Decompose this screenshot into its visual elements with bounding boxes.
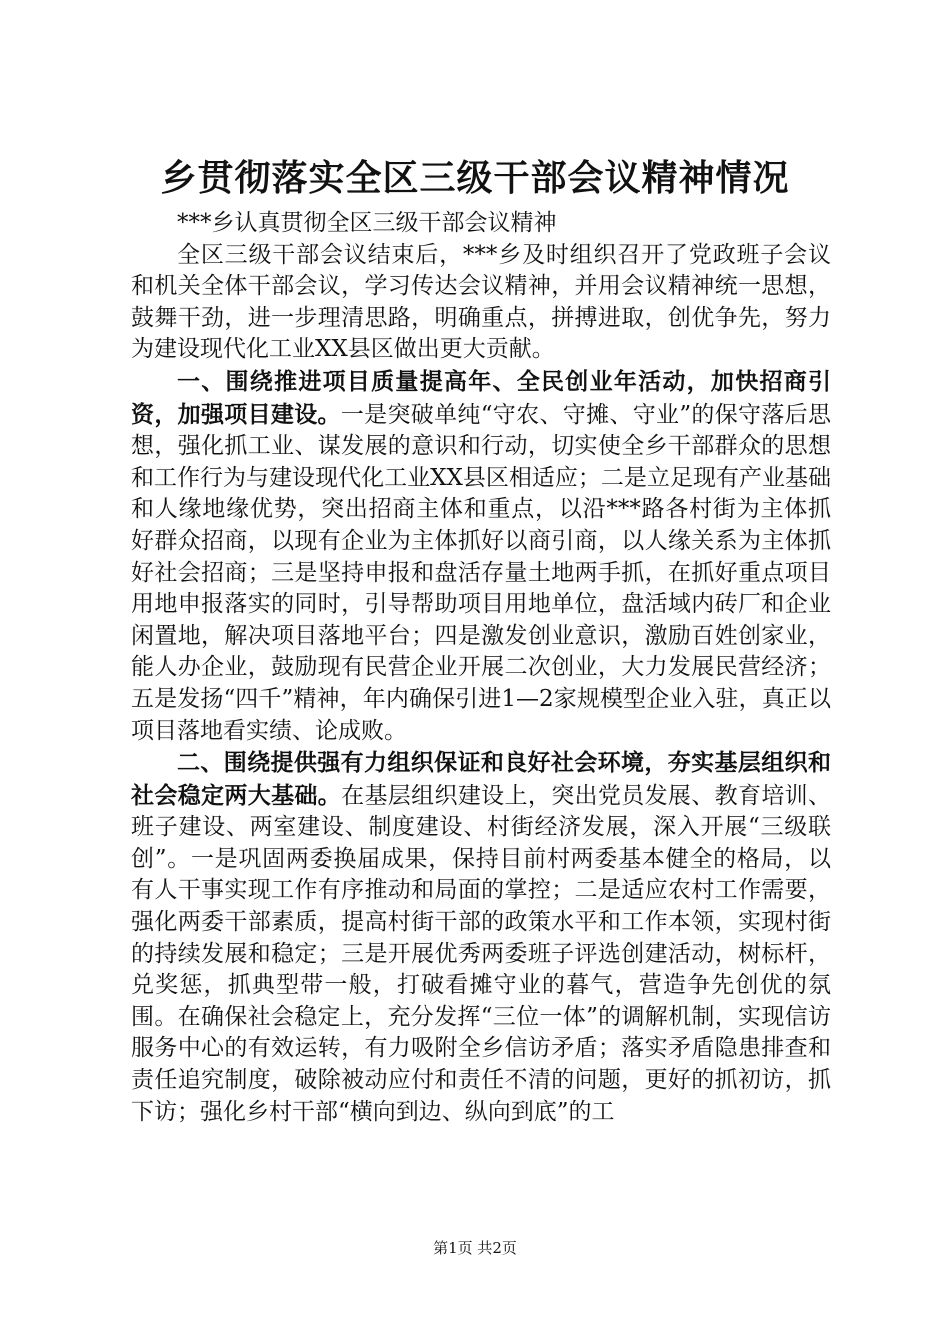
- section-1-paragraph: [131, 366, 831, 747]
- page-footer: 第1页 共2页: [433, 1239, 517, 1257]
- section-2-paragraph: [131, 747, 831, 1128]
- subtitle-paragraph: ***乡认真贯彻全区三级干部会议精神: [177, 210, 557, 236]
- section-1-body: 一是突破单纯“守农、守摊、守业”的保守落后思想，强化抓工业、谋发展的意识和行动，切实使全乡干部群众的思想和工作行为与建设现代化工业XX县区相适应；二是立足现有产业基础和人缘地缘优势，突出招商主体和重点，以沿***路各村街为主体抓好群众招商，以现有企业为主体抓好以商引商，以人缘关系为主体抓好社会招商；三是坚持申报和盘活存量土地两手抓，在抓好重点项目用地申报落实的同时，引导帮助项目用地单位，盘活域内砖厂和企业闲置地，解决项目落地平台；四是激发创业意识，激励百姓创家业，能人办企业，鼓励现有民营企业开展二次创业，大力发展民营经济；五是发扬“四千”精神，年内确保引进1—2家规模型企业入驻，真正以项目落地看实绩、论成败。: [131, 401, 831, 744]
- section-1-heading: 一、围绕推进项目质量提高年、全民创业年活动，加快招商引资，加强项目建设。: [131, 367, 831, 428]
- intro-paragraph: 全区三级干部会议结束后，***乡及时组织召开了党政班子会议和机关全体干部会议，学习传达会议精神，并用会议精神统一思想，鼓舞干劲，进一步理清思路，明确重点，拼搏进取，创优争先，努力为建设现代化工业XX县区做出更大贡献。: [131, 241, 831, 363]
- document-body: [131, 208, 831, 1128]
- section-2-body: 在基层组织建设上，突出党员发展、教育培训、班子建设、两室建设、制度建设、村街经济发展，深入开展“三级联创”。一是巩固两委换届成果，保持目前村两委基本健全的格局，以有人干事实现工作有序推动和局面的掌控；二是适应农村工作需要，强化两委干部素质，提高村街干部的政策水平和工作本领，实现村街的持续发展和稳定；三是开展优秀两委班子评选创建活动，树标杆，兑奖惩，抓典型带一般，打破看摊守业的暮气，营造争先创优的氛围。在确保社会稳定上，充分发挥“三位一体”的调解机制，实现信访服务中心的有效运转，有力吸附全乡信访矛盾；落实矛盾隐患排查和责任追究制度，破除被动应付和责任不清的问题，更好的抓初访，抓下访；强化乡村干部“横向到边、纵向到底”的工: [131, 782, 832, 1125]
- section-2-heading: 二、围绕提供强有力组织保证和良好社会环境，夯实基层组织和社会稳定两大基础。: [131, 749, 831, 809]
- document-title: 乡贯彻落实全区三级干部会议精神情况: [160, 157, 790, 199]
